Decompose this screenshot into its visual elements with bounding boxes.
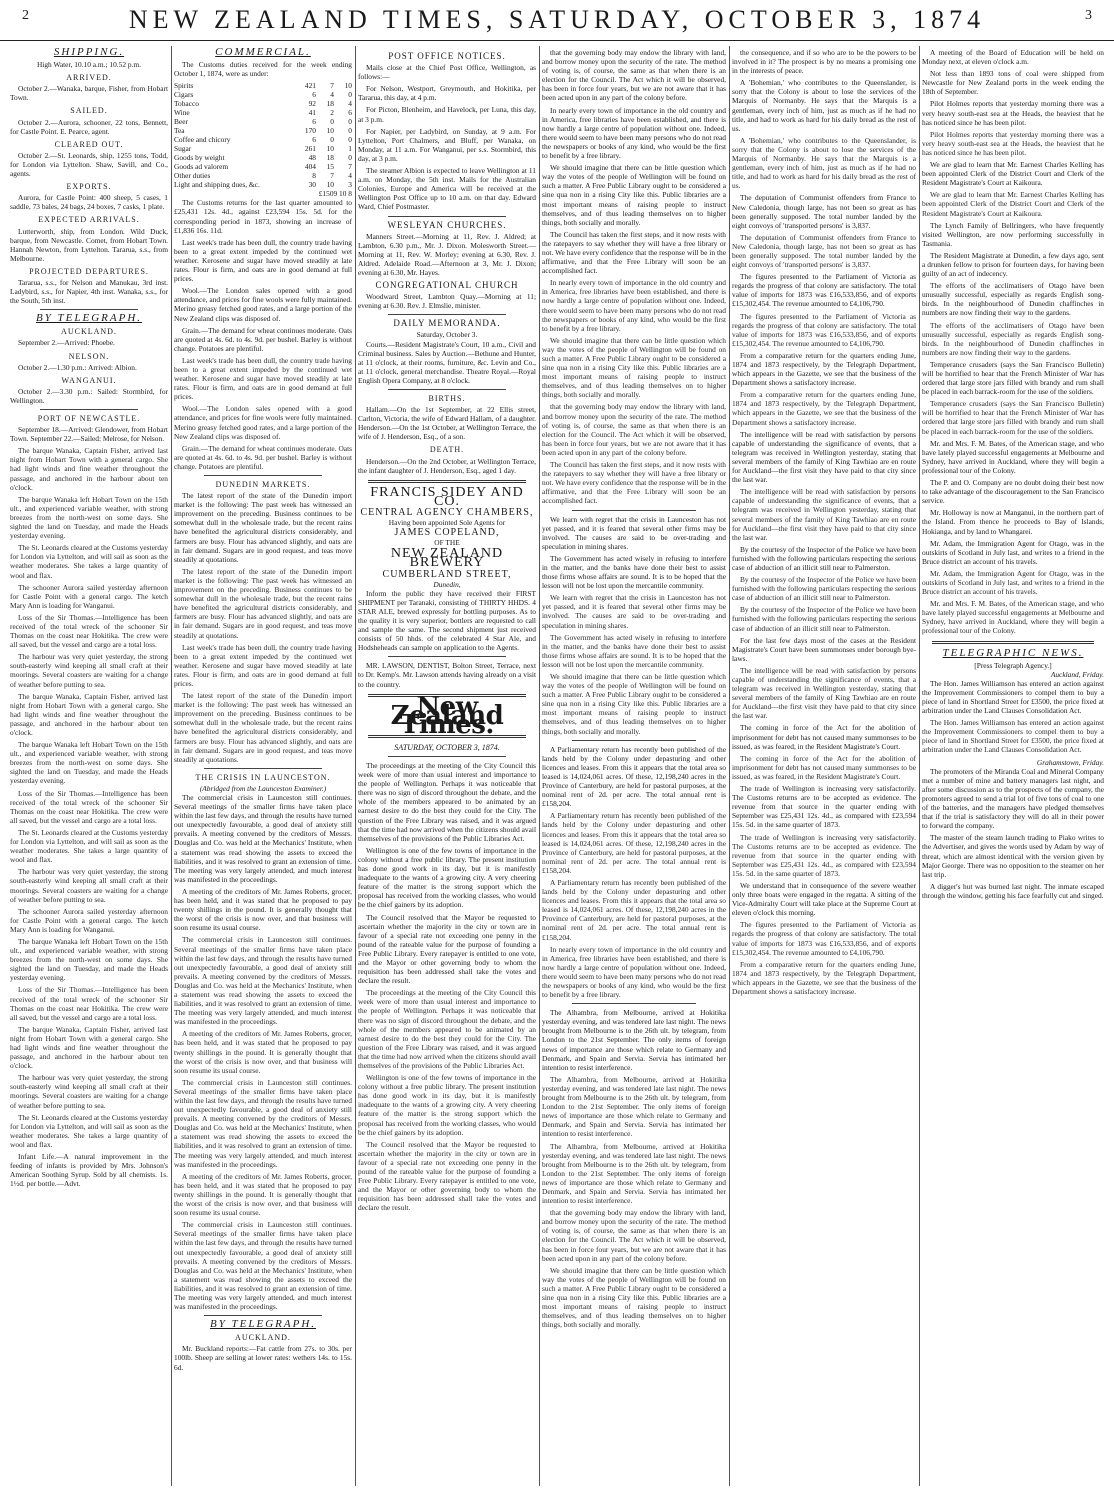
duty-pence: 0	[348, 126, 352, 136]
editorial-text: The Government has acted wisely in refusing to interfere in the matter, and the banks have done their best to assist those firms whose affairs are sound. It is to be hoped that the lesson will not be lost upon the mercantile community.	[542, 553, 726, 591]
duty-pounds: 8	[312, 171, 316, 181]
births-text: Hallam.—On the 1st September, at 22 Ellis street, Carlton, Victoria, the wife of Edward Hallam, of a daughter. Henderson.—On the 1st October, at Wellington Terrace, the wife of J. Henderson, Esq., of a son.	[358, 405, 536, 442]
shipping-article: The barque Wanaka, Captain Fisher, arrived last night from Hobart Town with a general cargo. She had light winds and fine weather throughout the passage, and anchored in the harbour about ten o'clock.	[10, 691, 168, 737]
news-paragraph: The Alhambra, from Melbourne, arrived at Hokitika yesterday evening, and was tendered late last night. The news brought from Melbourne is to the 26th ult. by telegram, from London to the 21st September. The only items of foreign news of importance are those which relate to Germany and Denmark, and Spain and Servia. Servia has intimated her intention to resist interference.	[542, 1074, 726, 1139]
news-paragraph: The Alhambra, from Melbourne, arrived at Hokitika yesterday evening, and was tendered late last night. The news brought from Melbourne is to the 26th ult. by telegram, from London to the 21st September. The only items of foreign news of importance are those which relate to Germany and Denmark, and Spain and Servia. Servia has intimated her intention to resist interference.	[542, 1008, 726, 1072]
news-paragraph: The intelligence will be read with satisfaction by persons capable of understanding the significance of events, that a telegram was received in Wellington yesterday, stating that several members of the family of King Tawhiao are en route for Auckland—the first visit they have paid to that city since the last war.	[732, 665, 916, 721]
customs-duty-row	[174, 153, 352, 162]
duty-shillings: 10	[326, 144, 334, 154]
projected-heading: PROJECTED DEPARTURES.	[29, 266, 149, 276]
port-text: September 18.—Arrived: Glendower, from Hobart Town. September 22.—Sailed: Melrose, for Nelson.	[10, 425, 168, 444]
news-paragraph: The trade of Wellington is increasing very satisfactorily. The Customs returns are to be accepted as evidence. The revenue from that source in the quarter ending with September was £25,431 12s. 4d., as compared with £23,594 15s. 5d. in the same quarter of 1873.	[732, 832, 916, 878]
news-paragraph: The Lynch Family of Bellringers, who have frequently visited Wellington, are now performing successfully in Tasmania.	[922, 220, 1104, 248]
customs-total: £1509 10 8	[318, 189, 352, 199]
arrived-text: October 2.—Wanaka, barque, Fisher, from Hobart Town.	[10, 84, 168, 103]
news-paragraph: Temperance crusaders (says the San Francisco Bulletin) will be horrified to hear that the French Minister of War has ordered that large store jars filled with brandy and rum shall be placed in each barrack-room for the use of the soldiers.	[922, 399, 1104, 436]
wesleyan-heading: WESLEYAN CHURCHES.	[387, 219, 507, 230]
news-paragraph: By the courtesy of the Inspector of the Police we have been furnished with the following particulars respecting the serious case of abduction of an illicit still near to Palmerston.	[732, 544, 916, 572]
duty-pence: 4	[348, 171, 352, 181]
duty-shillings: 18	[326, 153, 334, 163]
editorial-text: We learn with regret that the crisis in Launceston has not yet passed, and it is feared that several other firms may be involved. The causes are said to be over-trading and speculation in mining shares.	[542, 514, 726, 551]
column-news	[732, 48, 916, 1484]
telegraph-item: The Hon. James Williamson has entered an action against the Improvement Commissioners to compel them to buy a piece of land in Shortland Street for £3500, the price fixed at arbitration under the Land Clauses Consolidation Act.	[922, 678, 1104, 716]
customs-duty-row	[174, 117, 352, 126]
editorial-text: We should imagine that there can be little question which way the votes of the people of Wellington will be found on such a matter. A Free Public Library ought to be considered a sine qua non in a rising City like this. Public libraries are a most important means of raising people to instruct themselves, and of thus leading themselves on to higher things, both socially and morally.	[542, 335, 726, 400]
news-paragraph: the consequence, and if so who are to be the powers to be involved in it? The prospect is by no means a promising one in the interests of peace.	[732, 48, 916, 76]
customs-duty-row	[174, 171, 352, 180]
duty-pence: 0	[348, 153, 352, 163]
news-paragraph: We should imagine that there can be little question which way the votes of the people of Wellington will be found on such a matter. A Free Public Library ought to be considered a sine qua non in a rising City like this. Public libraries are a most important means of raising people to instruct themselves, and of thus leading themselves on to higher things, both socially and morally.	[542, 1265, 726, 1330]
duty-item: Beer	[174, 117, 188, 127]
duty-pounds: 6	[312, 135, 316, 145]
crisis-text: A meeting of the creditors of Mr. James Roberts, grocer, has been held, and it was stated that he proposed to pay twenty shillings in the pound. It is generally thought that the worst of the crisis is now over, and that business will soon resume its usual course.	[174, 1029, 352, 1075]
editorial-text: Wellington is one of the few towns of importance in the colony without a free public library. The present institution has done good work in its day, but it is manifestly inadequate to the wants of a growing city. A very cheering feature of the matter is the strong support which the proposal has received from the working classes, who would be the chief gainers by its adoption.	[358, 845, 536, 910]
column-commercial	[174, 48, 352, 1484]
shipping-article: The St. Leonards cleared at the Customs yesterday for London via Lyttelton, and will sail as soon as the weather moderates. She takes a large quantity of wool and flax.	[10, 827, 168, 865]
news-paragraph: The efforts of the acclimatisers of Otago have been unusually successful, especially as regards English song-birds. In the neighbourhood of Dunedin chaffinches in numbers are now finding their way to the gardens.	[922, 281, 1104, 318]
divider	[572, 1003, 696, 1004]
duty-shillings: 18	[326, 99, 334, 109]
tel-place: Auckland, Friday.	[1050, 669, 1104, 679]
news-paragraph: From a comparative return for the quarters ending June, 1874 and 1873 respectively, by the Telegraph Department, which appears in the Gazette, we see that the business of the Department shows a satisfactory increase.	[732, 959, 916, 996]
cleared-heading: CLEARED OUT.	[54, 139, 124, 149]
divider	[932, 641, 1094, 644]
duty-item: Sugar	[174, 144, 192, 154]
duty-item: Goods ad valorem	[174, 162, 229, 172]
editorial-text: The Government has acted wisely in refusing to interfere in the matter, and the banks have done their best to assist those firms whose affairs are sound. It is to be hoped that the lesson will not be lost upon the mercantile community.	[542, 632, 726, 669]
editorial-text: Wellington is one of the few towns of importance in the colony without a free public library. The present institution has done good work in its day, but it is manifestly inadequate to the wants of a growing city. A very cheering feature of the matter is the strong support which the proposal has received from the working classes, who would be the chief gainers by its adoption.	[358, 1073, 536, 1137]
editorial-text: We learn with regret that the crisis in Launceston has not yet passed, and it is feared that several other firms may be involved. The causes are said to be over-trading and speculation in mining shares.	[542, 593, 726, 630]
tel-nelson-text: October 2.—1.30 p.m.: Arrived: Albion.	[18, 362, 137, 372]
commercial-text: Grain.—The demand for wheat continues moderate. Oats are quoted at 4s. 6d. to 4s. 9d. per bushel. Barley is without change. Potatoes are plentiful.	[174, 443, 352, 471]
memoranda-heading: DAILY MEMORANDA.	[393, 318, 501, 329]
duty-item: Light and shipping dues, &c.	[174, 180, 260, 190]
news-paragraph: The figures presented to the Parliament of Victoria as regards the progress of that colony are satisfactory. The total value of imports for 1873 was £16,533,856, and of exports £15,302,454. The revenue amounted to £4,106,790.	[732, 311, 916, 348]
commercial-heading: COMMERCIAL.	[215, 48, 311, 58]
post-office-text: The steamer Albion is expected to leave Wellington at 11 a.m. on Monday, the 5th inst. Mails for the Australian Colonies, Europe and America will be received at the Wellington Post Office up to 10 a.m. on that day. Edward Ward, Chief Postmaster.	[358, 166, 536, 212]
news-paragraph: A 'Bohemian,' who contributes to the Queenslander, is sorry that the Colony is about to lose the services of the Marquis of Normanby. He says that the Marquis is a gentleman, every inch of him, just as much as if he had no title, and had to work as hard for his daily bread as the rest of us.	[732, 78, 916, 133]
shipping-article: The St. Leonards cleared at the Customs yesterday for London via Lyttelton, and will sail as soon as the weather moderates. She takes a large quantity of wool and flax.	[10, 1112, 168, 1149]
editorial-text: that the governing body may endow the library with land, and borrow money upon the security of the rate. The method of voting is, of course, the same as that when there is an election for the Council. The Act which it will be observed, has been in force four years, but we are not aware that it has been acted upon in any part of the colony before.	[542, 48, 726, 103]
high-water: High Water, 10.10 a.m.; 10.52 p.m.	[36, 60, 142, 70]
news-paragraph: The figures presented to the Parliament of Victoria as regards the progress of that colony are satisfactory. The total value of imports for 1873 was £16,533,856, and of exports £15,302,454. The revenue amounted to £4,106,790.	[732, 272, 916, 309]
commercial-text: Grain.—The demand for wheat continues moderate. Oats are quoted at 4s. 6d. to 4s. 9d. per bushel. Barley is without change. Potatoes are plentiful.	[174, 325, 352, 353]
column-rule	[539, 46, 540, 1486]
column-rule	[729, 46, 730, 1486]
telegraphic-news-heading: TELEGRAPHIC NEWS.	[942, 646, 1084, 659]
telegraphic-news-source: [Press Telegraph Agency.]	[974, 660, 1052, 670]
news-paragraph: In nearly every town of importance in the old country and in America, free libraries have been established, and there is now hardly a large centre of population without one. Indeed, there would seem to have been many persons who do not read the newspapers or books of any kind, who would be the first to benefit by a free library.	[542, 944, 726, 1000]
divider	[388, 756, 506, 757]
duty-shillings: 2	[330, 108, 334, 118]
duty-item: Cigars	[174, 90, 194, 100]
duty-pounds: 41	[308, 108, 316, 118]
news-paragraph: Mr. Adam, the Immigration Agent for Otago, was in the outskirts of Scotland in July last, and writes to a friend in the Bruce district an account of his travels.	[922, 538, 1104, 566]
shipping-article: Loss of the Sir Thomas.—Intelligence has been received of the total wreck of the schooner Sir Thomas on the coast near Hokitika. The crew were all saved, but the vessel and cargo are a total loss.	[10, 612, 168, 650]
duty-pounds: 421	[304, 81, 316, 91]
duty-item: Other duties	[174, 171, 211, 181]
advertisement-text: Infant Life.—A natural improvement in the feeding of infants is provided by Mrs. Johnson's American Soothing Syrup. Sold by all chemists. 1s. 1½d. per bottle.—Advt.	[10, 1152, 168, 1189]
divider	[40, 309, 138, 310]
divider	[388, 314, 506, 315]
tel-nelson-heading: NELSON.	[68, 351, 110, 361]
commercial-tel-auckland-heading: AUCKLAND.	[235, 1333, 291, 1343]
duty-pence: 0	[348, 90, 352, 100]
news-paragraph: The efforts of the acclimatisers of Otago have been unusually successful, especially as regards English song-birds. In the neighbourhood of Dunedin chaffinches in numbers are now finding their way to the gardens.	[922, 320, 1104, 357]
shipping-article: The barque Wanaka, Captain Fisher, arrived last night from Hobart Town with a general cargo. She had light winds and fine weather throughout the passage, and anchored in the harbour about ten o'clock.	[10, 1024, 168, 1071]
commercial-text: Last week's trade has been dull, the country trade having been to a great extent impeded by the continued wet weather. Kerosene and sugar have moved steadily at late rates. Flour is firm, and oats are in good demand at full prices.	[174, 237, 352, 284]
shipping-article: The barque Wanaka left Hobart Town on the 15th ult., and experienced variable weather, with strong breezes from the north-west on some days. She sighted the land on Tuesday, and made the Heads yesterday evening.	[10, 936, 168, 983]
column-telegraphic	[922, 48, 1104, 1484]
divider	[204, 768, 322, 769]
page-number-right: 3	[1085, 8, 1092, 23]
tel-auckland-heading: AUCKLAND.	[61, 327, 117, 337]
projected-text: Tararua, s.s., for Nelson and Manukau, 3rd inst. Ladybird, s.s., for Napier, 4th inst. Wanaka, s.s., for the South, 5th inst.	[10, 277, 168, 306]
customs-duty-row	[174, 81, 352, 90]
news-paragraph: Temperance crusaders (says the San Francisco Bulletin) will be horrified to hear that the French Minister of War has ordered that large store jars filled with brandy and rum shall be placed in each barrack-room for the use of the soldiers.	[922, 359, 1104, 397]
divider	[204, 475, 322, 476]
tel-auckland-text: September 2.—Arrived: Phoebe.	[18, 338, 115, 348]
news-paragraph: The coming in force of the Act for the abolition of imprisonment for debt has not caused many summonses to be issued, as was feared, in the Resident Magistrate's Court.	[732, 723, 916, 751]
telegraph-heading: BY TELEGRAPH.	[35, 312, 143, 325]
crisis-text: A meeting of the creditors of Mr. James Roberts, grocer, has been held, and it was stated that he proposed to pay twenty shillings in the pound. It is generally thought that the worst of the crisis is now over, and that business will soon resume its usual course.	[174, 1171, 352, 1218]
shipping-article: The harbour was very quiet yesterday, the strong south-easterly wind keeping all small craft at their moorings. Several coasters are waiting for a change of weather before putting to sea.	[10, 652, 168, 689]
sidey-ad-agent: JAMES COPELAND,	[394, 527, 500, 539]
commercial-text: Wool.—The London sales opened with a good attendance, and prices for fine wools were fully maintained. Merino greasy fetched good rates, and a large portion of the New Zealand clips was disposed of.	[174, 404, 352, 441]
duty-shillings: 4	[330, 90, 334, 100]
sidey-ad-brewery: NEW ZEALAND BREWERY	[390, 546, 504, 571]
crisis-text: A meeting of the creditors of Mr. James Roberts, grocer, has been held, and it was stated that he proposed to pay twenty shillings in the pound. It is generally thought that the worst of the crisis is now over, and that business will soon resume its usual course.	[174, 886, 352, 933]
news-paragraph: Mr. and Mrs. F. M. Bates, of the American stage, and who have lately played successful engagements at Melbourne and Sydney, have arrived in Auckland, where they will begin a professional tour of the Colony.	[922, 599, 1104, 636]
news-paragraph: A meeting of the Board of Education will be held on Monday next, at eleven o'clock a.m.	[922, 48, 1104, 67]
shipping-article: Loss of the Sir Thomas.—Intelligence has been received of the total wreck of the schooner Sir Thomas on the coast near Hokitika. The crew were all saved, but the vessel and cargo are a total loss.	[10, 788, 168, 825]
news-paragraph: A Parliamentary return has recently been published of the lands held by the Colony under depasturing and other licences and leases. From this it appears that the total area so leased is 14,024,061 acres. Of these, 12,198,240 acres in the Province of Canterbury, are held for pastoral purposes, at the nominal rent of 2d. per acre. The total annual rent is £158,204.	[542, 811, 726, 875]
news-paragraph: The trade of Wellington is increasing very satisfactorily. The Customs returns are to be accepted as evidence. The revenue from that source in the quarter ending with September was £25,431 12s. 4d., as compared with £23,594 15s. 5d. in the same quarter of 1873.	[732, 784, 916, 830]
shipping-article: The barque Wanaka left Hobart Town on the 15th ult., and experienced variable weather, with strong breezes from the north-west on some days. She sighted the land on Tuesday, and made the Heads yesterday evening.	[10, 494, 168, 541]
post-office-text: For Napier, per Ladybird, on Sunday, at 9 a.m. For Lyttelton, Port Chalmers, and Bluff, per Wanaka, on Monday, at 11 a.m. For Wanganui, per s.s. Stormbird, this day, at 3 p.m.	[358, 126, 536, 163]
duty-pence: 0	[348, 135, 352, 145]
duty-item: Wine	[174, 108, 190, 118]
telegraph-item: The master of the steam launch trading to Piako writes to the Advertiser, and gives the words used by Adam by way of threat, which are almost identical with the version given by Major George. There was no opposition to the steamer on her last trip.	[922, 833, 1104, 879]
sidey-ad-of: OF THE	[434, 538, 460, 548]
customs-duty-row	[174, 180, 352, 189]
news-paragraph: We are glad to learn that Mr. Earnest Charles Kelling has been appointed Clerk of the District Court and Clerk of the Resident Magistrate's Court at Kaikoura.	[922, 190, 1104, 218]
news-paragraph: Pilot Holmes reports that yesterday morning there was a very heavy south-east sea at the Heads, the heaviest that he has noticed since he has been pilot.	[922, 99, 1104, 127]
post-office-text: For Nelson, Westport, Greymouth, and Hokitika, per Tararua, this day, at 4 p.m.	[358, 84, 536, 103]
editorial-text: that the governing body may endow the library with land, and borrow money upon the security of the rate. The method of voting is, of course, the same as that when there is an election for the Council. The Act which it will be observed, has been in force four years, but we are not aware that it has been acted upon in any part of the colony before.	[542, 402, 726, 457]
dunedin-markets-text: The latest report of the state of the Dunedin import market is the following: The past week has witnessed an improvement on the preceding. Business continues to be somewhat dull in the wholesale trade, but the recent rains have benefited the agricultural districts considerably, and farmers are busy. Flour has advanced slightly, and oats are in fair demand. Sugars are in good request, and teas move steadily at quotations.	[174, 566, 352, 640]
page-number-left: 2	[22, 8, 29, 23]
news-paragraph: The deputation of Communist offenders from France to New Caledonia, though large, has not been so great as has been generally supposed. The total number landed by the eight convoys of 'transported persons' is 3,837.	[732, 232, 916, 270]
editorial-text: In nearly every town of importance in the old country and in America, free libraries have been established, and there is now hardly a large centre of population without one. Indeed, there would seem to have been many persons who do not read the newspapers or books of any kind, who would be the first to benefit by a free library.	[542, 105, 726, 161]
crisis-heading: THE CRISIS IN LAUNCESTON.	[195, 772, 331, 782]
editorial-text: The proceedings at the meeting of the City Council this week were of more than usual interest and importance to the people of Wellington. Perhaps it was noticeable that there was no sign of discord throughout the debate, and the whole of the members appeared to be animated by an earnest desire to do the best they could for the City. The question of the Free Library was raised, and it was argued that the time had now arrived when the citizens should avail themselves of the provisions of the Public Libraries Act.	[358, 761, 536, 843]
shipping-article: The harbour was very quiet yesterday, the strong south-easterly wind keeping all small craft at their moorings. Several coasters are waiting for a change of weather before putting to sea.	[10, 867, 168, 904]
dunedin-markets-text: Last week's trade has been dull, the country trade having been to a great extent impeded by the continued wet weather. Kerosene and sugar have moved steadily at late rates. Flour is firm, and oats are in good demand at full prices.	[174, 642, 352, 688]
duty-pounds: 261	[304, 144, 316, 154]
divider	[388, 216, 506, 217]
duty-pounds: 6	[312, 117, 316, 127]
sailed-text: October 2.—Aurora, schooner, 22 tons, Bennett, for Castle Point. E. Pearce, agent.	[10, 117, 168, 136]
editorial-date: SATURDAY, OCTOBER 3, 1874.	[394, 742, 500, 752]
tel-wanganui-text: October 2.—3.30 p.m.: Sailed: Stormbird, for Wellington.	[10, 386, 168, 405]
news-paragraph: From a comparative return for the quarters ending June, 1874 and 1873 respectively, by the Telegraph Department, which appears in the Gazette, we see that the business of the Department shows a satisfactory increase.	[732, 390, 916, 427]
telegraph-item: A digger's hut was burned last night. The inmate escaped through the window, getting his face fearfully cut and singed.	[922, 881, 1104, 900]
sidey-ad-sub: CENTRAL AGENCY CHAMBERS,	[360, 506, 534, 518]
shipping-heading: SHIPPING.	[53, 48, 125, 58]
customs-duty-row	[174, 126, 352, 135]
duty-pence: 7	[348, 162, 352, 172]
news-paragraph: Mr. Adam, the Immigration Agent for Otago, was in the outskirts of Scotland in July last, and writes to a friend in the Bruce district an account of his travels.	[922, 568, 1104, 597]
commercial-telegraph-heading: BY TELEGRAPH.	[209, 1318, 317, 1331]
duty-pence: 4	[348, 99, 352, 109]
editorial-text: The Council resolved that the Mayor be requested to ascertain whether the majority in the city or town are in favour of a special rate not exceeding one penny in the pound of the rateable value for the purpose of founding a Free Public Library. Every ratepayer is entitled to one vote, and the Mayor or other governing body to whom the requisition has been addressed shall take the votes and declare the result.	[358, 1139, 536, 1213]
customs-duty-row	[174, 162, 352, 171]
crisis-text: The commercial crisis in Launceston still continues. Several meetings of the smaller firms have taken place within the last few days, and through the results have turned out unexpectedly favourable, a good deal of anxiety still prevails. A meeting convened by the creditors of Messrs. Douglas and Co. was held at the Mechanics' Institute, when a statement was read showing the assets to exceed the liabilities, and it was resolved to grant an extension of time. The meeting was very largely attended, and much interest was manifested in the proceedings.	[174, 793, 352, 884]
news-paragraph: The P. and O. Company are no doubt doing their best now to take advantage of the discouragement to the San Francisco service.	[922, 478, 1104, 506]
commercial-text: The Customs returns for the last quarter amounted to £25,431 12s. 4d., against £23,594 15s. 5d. for the corresponding period in 1873, showing an increase of £1,836 16s. 11d.	[174, 198, 352, 235]
news-paragraph: From a comparative return for the quarters ending June, 1874 and 1873 respectively, by the Telegraph Department, which appears in the Gazette, we see that the business of the Department shows a satisfactory increase.	[732, 350, 916, 388]
duty-item: Spirits	[174, 81, 194, 91]
duty-item: Tea	[174, 126, 185, 136]
births-heading: BIRTHS.	[428, 394, 466, 403]
duty-pounds: 48	[308, 153, 316, 163]
tel-place: Grahamstown, Friday.	[1036, 757, 1104, 767]
commercial-tel-auckland-text: Mr. Buckland reports:—Fat cattle from 27s. to 30s. per 100lb. Sheep are selling at lower rates: wethers 14s. to 15s. 6d.	[174, 1344, 352, 1372]
editorial-text: The Council resolved that the Mayor be requested to ascertain whether the majority in the city or town are in favour of a special rate not exceeding one penny in the pound of the rateable value for the purpose of founding a Free Public Library. Every ratepayer is entitled to one vote, and the Mayor or other governing body to whom the requisition has been addressed shall take the votes and declare the result.	[358, 912, 536, 986]
congregational-heading: CONGREGATIONAL CHURCH	[375, 280, 519, 291]
duty-item: Coffee and chicory	[174, 135, 231, 145]
crisis-subheading: (Abridged from the Launceston Examiner.)	[199, 783, 327, 793]
duty-item: Tobacco	[174, 99, 199, 109]
news-paragraph: The Resident Magistrate at Dunedin, a few days ago, sent a drunken fellow to prison for fourteen days, for having been guilty of an act of indecency.	[922, 250, 1104, 279]
death-text: Henderson.—On the 2nd October, at Wellington Terrace, the infant daughter of J. Henderson, Esq., aged 1 day.	[358, 456, 536, 475]
news-paragraph: A 'Bohemian,' who contributes to the Queenslander, is sorry that the Colony is about to lose the services of the Marquis of Normanby. He says that the Marquis is a gentleman, every inch of him, just as much as if he had no title, and had to work as hard for his daily bread as the rest of us.	[732, 135, 916, 191]
news-paragraph: The figures presented to the Parliament of Victoria as regards the progress of that colony are satisfactory. The total value of imports for 1873 was £16,533,856, and of exports £15,302,454. The revenue amounted to £4,106,790.	[732, 920, 916, 957]
dunedin-markets-text: The latest report of the state of the Dunedin import market is the following: The past week has witnessed an improvement on the preceding. Business continues to be somewhat dull in the wholesale trade, but the recent rains have benefited the agricultural districts considerably, and farmers are busy. Flour has advanced slightly, and oats are in fair demand. Sugars are in good request, and teas move steadily at quotations.	[174, 491, 352, 564]
newspaper-banner: New Zealand Times.	[390, 691, 504, 740]
news-paragraph: A Parliamentary return has recently been published of the lands held by the Colony under depasturing and other licences and leases. From this it appears that the total area so leased is 14,024,061 acres. Of these, 12,198,240 acres in the Province of Canterbury, are held for pastoral purposes, at the nominal rent of 2d. per acre. The total annual rent is £158,204.	[542, 744, 726, 809]
divider	[40, 409, 138, 410]
sidey-ad-city: Dunedin,	[433, 579, 461, 589]
duty-pounds: 404	[304, 162, 316, 172]
news-paragraph: The coming in force of the Act for the abolition of imprisonment for debt has not caused many summonses to be issued, as was feared, in the Resident Magistrate's Court.	[732, 753, 916, 781]
memoranda-text: Courts.—Resident Magistrate's Court, 10 a.m., Civil and Criminal business. Sales by Auction.—Bethune and Hunter, at 11 o'clock, at their rooms, furniture, &c. Levin and Co., at 11 o'clock, general merchandise. Theatre Royal.—Royal English Opera Company, at 8 o'clock.	[358, 339, 536, 385]
shipping-article: The barque Wanaka, Captain Fisher, arrived last night from Hobart Town with a general cargo. She had light winds and fine weather throughout the passage, and anchored in the harbour about ten o'clock.	[10, 446, 168, 492]
expected-text: Lutterworth, ship, from London. Wild Duck, barque, from Newcastle. Comet, from Hobart Town. Hannah Newton, from Lyttelton. Tararua, s.s., from Melbourne.	[10, 226, 168, 263]
exports-text: Aurora, for Castle Point: 400 sheep, 5 cases, 1 saddle, 73 bales, 24 bags, 24 boxes, 7 casks, 1 plate.	[10, 193, 168, 212]
column-rule	[919, 46, 920, 1486]
arrived-heading: ARRIVED.	[66, 73, 112, 83]
news-paragraph: Not less than 1893 tons of coal were shipped from Newcastle for New Zealand ports in the week ending the 18th of September.	[922, 69, 1104, 97]
port-heading: PORT OF NEWCASTLE.	[37, 414, 141, 423]
crisis-text: The commercial crisis in Launceston still continues. Several meetings of the smaller firms have taken place within the last few days, and through the results have turned out unexpectedly favourable, a good deal of anxiety still prevails. A meeting convened by the creditors of Messrs. Douglas and Co. was held at the Mechanics' Institute, when a statement was read showing the assets to exceed the liabilities, and it was resolved to grant an extension of time. The meeting was very largely attended, and much interest was manifested in the proceedings.	[174, 1077, 352, 1169]
divider	[368, 480, 526, 483]
editorial-text: The Council has taken the first steps, and it now rests with the ratepayers to say whether they will have a free library or not. We have every confidence that the response will be in the affirmative, and that the Free Library will soon be an accomplished fact.	[542, 229, 726, 276]
divider	[204, 1315, 322, 1316]
expected-heading: EXPECTED ARRIVALS.	[38, 215, 140, 225]
post-office-text: Mails close at the Chief Post Office, Wellington, as follows:—	[358, 63, 536, 82]
dentist-ad: MR. LAWSON, DENTIST, Bolton Street, Terrace, next to Dr. Kemp's. Mr. Lawson attends having already on a visit to the country.	[358, 661, 536, 689]
post-office-heading: POST OFFICE NOTICES.	[388, 51, 506, 61]
news-paragraph: The intelligence will be read with satisfaction by persons capable of understanding the significance of events, that a telegram was received in Wellington yesterday, stating that several members of the family of King Tawhiao are en route for Auckland—the first visit they have paid to that city since the last war.	[732, 429, 916, 485]
dunedin-markets-text: The latest report of the state of the Dunedin import market is the following: The past week has witnessed an improvement on the preceding. Business continues to be somewhat dull in the wholesale trade, but the recent rains have benefited the agricultural districts considerably, and farmers are busy. Flour has advanced slightly, and oats are in fair demand. Sugars are in good request, and teas move steadily at quotations.	[174, 691, 352, 764]
commercial-intro: The Customs duties received for the week ending October 1, 1874, were as under:	[174, 60, 352, 79]
news-paragraph: We understand that in consequence of the severe weather only three boats were engaged in the regatta. A sitting of the Vice-Admiralty Court will take place at the Supreme Court at eleven o'clock this morning.	[732, 880, 916, 918]
shipping-article: The barque Wanaka left Hobart Town on the 15th ult., and experienced variable weather, with strong breezes from the north-west on some days. She sighted the land on Tuesday, and made the Heads yesterday evening.	[10, 740, 168, 786]
duty-shillings: 10	[326, 180, 334, 190]
sidey-ad-street: CUMBERLAND STREET,	[382, 568, 512, 580]
news-paragraph: The intelligence will be read with satisfaction by persons capable of understanding the significance of events, that a telegram was received in Wellington yesterday, stating that several members of the family of King Tawhiao are en route for Auckland—the first visit they have paid to that city since the last war.	[732, 487, 916, 542]
duty-shillings: 15	[326, 162, 334, 172]
news-paragraph: The Alhambra, from Melbourne, arrived at Hokitika yesterday evening, and was tendered late last night. The news brought from Melbourne is to the 26th ult. by telegram, from London to the 21st September. The only items of foreign news of importance are those which relate to Germany and Denmark, and Spain and Servia. Servia has intimated her intention to resist interference.	[542, 1141, 726, 1206]
customs-duty-row	[174, 99, 352, 108]
news-paragraph: By the courtesy of the Inspector of the Police we have been furnished with the following particulars respecting the serious case of abduction of an illicit still near to Palmerston.	[732, 575, 916, 603]
telegraph-item: The promoters of the Miranda Coal and Mineral Company met a number of mine and battery managers last night, and after some discussion as to the prospects of the company, the promoters agreed to send a trial lot of five tons of coal to one of the batteries, and the managers have pledged themselves that if the trial is satisfactory they will do all in their power to forward the company.	[922, 766, 1104, 831]
column-editorial	[542, 48, 726, 1484]
news-paragraph: Mr. Holloway is now at Manganui, in the northern part of the Island. From thence he proceeds to Bay of Islands, Hokianga, and by land to Whangarei.	[922, 508, 1104, 536]
shipping-article: The schooner Aurora sailed yesterday afternoon for Castle Point with a general cargo. The ketch Mary Ann is loading for Wanganui.	[10, 582, 168, 610]
news-paragraph: that the governing body may endow the library with land, and borrow money upon the security of the rate. The method of voting is, of course, the same as that when there is an election for the Council. The Act which it will be observed, has been in force four years, but we are not aware that it has been acted upon in any part of the colony before.	[542, 1208, 726, 1263]
divider	[388, 656, 506, 657]
cleared-text: October 2.—St. Leonards, ship, 1255 tons, Todd, for London via Lyttelton. Shaw, Savill, and Co., agents.	[10, 150, 168, 179]
shipping-article: The harbour was very quiet yesterday, the strong south-easterly wind keeping all small craft at their moorings. Several coasters are waiting for a change of weather before putting to sea.	[10, 1073, 168, 1110]
divider	[572, 510, 696, 511]
duty-shillings: 7	[330, 171, 334, 181]
duty-pounds: 30	[308, 180, 316, 190]
customs-duty-row	[174, 144, 352, 153]
customs-duty-row	[174, 108, 352, 117]
masthead	[0, 0, 1114, 41]
exports-heading: EXPORTS.	[66, 182, 112, 192]
shipping-article: Loss of the Sir Thomas.—Intelligence has been received of the total wreck of the schooner Sir Thomas on the coast near Hokitika. The crew were all saved, but the vessel and cargo are a total loss.	[10, 985, 168, 1022]
commercial-text: Last week's trade has been dull, the country trade having been to a great extent impeded by the continued wet weather. Kerosene and sugar have moved steadily at late rates. Flour is firm, and oats are in good demand at full prices.	[174, 355, 352, 402]
editorial-text: We should imagine that there can be little question which way the votes of the people of Wellington will be found on such a matter. A Free Public Library ought to be considered a sine qua non in a rising City like this. Public libraries are a most important means of raising people to instruct themselves, and of thus leading themselves on to higher things, both socially and morally.	[542, 163, 726, 227]
telegraph-item: The Hon. James Williamson has entered an action against the Improvement Commissioners to compel them to buy a piece of land in Shortland Street for £3500, the price fixed at arbitration under the Land Clauses Consolidation Act.	[922, 718, 1104, 755]
duty-pounds: 6	[312, 90, 316, 100]
column-rule	[355, 46, 356, 1486]
memoranda-date: Saturday, October 3.	[416, 330, 478, 340]
crisis-text: The commercial crisis in Launceston still continues. Several meetings of the smaller firms have taken place within the last few days, and through the results have turned out unexpectedly favourable, a good deal of anxiety still prevails. A meeting convened by the creditors of Messrs. Douglas and Co. was held at the Mechanics' Institute, when a statement was read showing the assets to exceed the liabilities, and it was resolved to grant an extension of time. The meeting was very largely attended, and much interest was manifested in the proceedings.	[174, 935, 352, 1027]
crisis-text: The commercial crisis in Launceston still continues. Several meetings of the smaller firms have taken place within the last few days, and through the results have turned out unexpectedly favourable, a good deal of anxiety still prevails. A meeting convened by the creditors of Messrs. Douglas and Co. was held at the Mechanics' Institute, when a statement was read showing the assets to exceed the liabilities, and it was resolved to grant an extension of time. The meeting was very largely attended, and much interest was manifested in the proceedings.	[174, 1220, 352, 1312]
duty-shillings: 7	[330, 81, 334, 91]
newspaper-title: NEW ZEALAND TIMES, SATURDAY, OCTOBER 3, 1874	[128, 5, 986, 34]
news-paragraph: Mr. and Mrs. F. M. Bates, of the American stage, and who have lately played successful engagements at Melbourne and Sydney, have arrived in Auckland, where they will begin a professional tour of the Colony.	[922, 438, 1104, 475]
duty-pence: 1	[348, 144, 352, 154]
editorial-text: We should imagine that there can be little question which way the votes of the people of Wellington will be found on such a matter. A Free Public Library ought to be considered a sine qua non in a rising City like this. Public libraries are a most important means of raising people to instruct themselves, and of thus leading themselves on to higher things, both socially and morally.	[542, 672, 726, 736]
editorial-text: In nearly every town of importance in the old country and in America, free libraries have been established, and there is now hardly a large centre of population without one. Indeed, there would seem to have been many persons who do not read the newspapers or books of any kind, who would be the first to benefit by a free library.	[542, 278, 726, 333]
duty-pounds: 170	[304, 126, 316, 136]
news-paragraph: For the last few days most of the cases at the Resident Magistrate's Court have been summonses under borough bye-laws.	[732, 635, 916, 663]
shipping-article: The schooner Aurora sailed yesterday afternoon for Castle Point with a general cargo. The ketch Mary Ann is loading for Wanganui.	[10, 906, 168, 934]
duty-shillings: 0	[330, 135, 334, 145]
column-shipping	[10, 48, 168, 1484]
news-paragraph: We are glad to learn that Mr. Earnest Charles Kelling has been appointed Clerk of the District Court and Clerk of the Resident Magistrate's Court at Kaikoura.	[922, 160, 1104, 188]
news-paragraph: The deputation of Communist offenders from France to New Caledonia, though large, has not been so great as has been generally supposed. The total number landed by the eight convoys of 'transported persons' is 3,837.	[732, 193, 916, 230]
column-rule	[171, 46, 172, 1486]
duty-pence: 6	[348, 108, 352, 118]
editorial-text: The proceedings at the meeting of the City Council this week were of more than usual interest and importance to the people of Wellington. Perhaps it was noticeable that there was no sign of discord throughout the debate, and the whole of the members appeared to be animated by an earnest desire to do the best they could for the City. The question of the Free Library was raised, and it was argued that the time had now arrived when the citizens should avail themselves of the provisions of the Public Libraries Act.	[358, 988, 536, 1070]
divider	[572, 740, 696, 741]
duty-pence: 10	[344, 81, 352, 91]
duty-pence: 3	[348, 180, 352, 190]
duty-shillings: 10	[326, 126, 334, 136]
commercial-text: Wool.—The London sales opened with a good attendance, and prices for fine wools were fully maintained. Merino greasy fetched good rates, and a large portion of the New Zealand clips was disposed of.	[174, 286, 352, 323]
news-paragraph: By the courtesy of the Inspector of the Police we have been furnished with the following particulars respecting the serious case of abduction of an illicit still near to Palmerston.	[732, 605, 916, 633]
column-notices	[358, 48, 536, 1484]
duty-item: Goods by weight	[174, 153, 225, 163]
congregational-text: Woodward Street, Lambton Quay.—Morning at 11; evening at 6.30. Rev. J. Elmslie, minister.	[358, 292, 536, 311]
duty-pounds: 92	[308, 99, 316, 109]
news-paragraph: Pilot Holmes reports that yesterday morning there was a very heavy south-east sea at the Heads, the heaviest that he has noticed since he has been pilot.	[922, 129, 1104, 157]
divider	[388, 389, 506, 390]
death-heading: DEATH.	[429, 445, 465, 455]
sidey-ad-name: FRANCIS SIDEY AND CO.	[370, 484, 524, 509]
sidey-ad-text: Having been appointed Sole Agents for	[388, 518, 506, 528]
post-office-text: For Picton, Blenheim, and Havelock, per Luna, this day, at 3 p.m.	[358, 105, 536, 124]
dunedin-markets-heading: DUNEDIN MARKETS.	[215, 480, 311, 489]
sidey-ad-body: Inform the public they have received their FIRST SHIPMENT per Taranaki, consisting of THIRTY HHDS. 4 STAR ALE, brewed expressly for bottling purposes. As to the quality it is very superior, bottlers are requested to call and sample the same. The second shipment just received consists of 50 hhds. of the celebrated 4 Star Ale, and Hodsheheads can sample on application to the Agents.	[358, 588, 536, 653]
news-paragraph: A Parliamentary return has recently been published of the lands held by the Colony under depasturing and other licences and leases. From this it appears that the total area so leased is 14,024,061 acres. Of these, 12,198,240 acres in the Province of Canterbury, are held for pastoral purposes, at the nominal rent of 2d. per acre. The total annual rent is £158,204.	[542, 877, 726, 942]
duty-shillings: 0	[330, 117, 334, 127]
customs-duty-row	[174, 90, 352, 99]
editorial-text: The Council has taken the first steps, and it now rests with the ratepayers to say whether they will have a free library or not. We have every confidence that the response will be in the affirmative, and that the Free Library will soon be an accomplished fact.	[542, 460, 726, 506]
duty-pence: 0	[348, 117, 352, 127]
customs-duty-row	[174, 135, 352, 144]
customs-duties-table	[174, 81, 352, 189]
shipping-article: The St. Leonards cleared at the Customs yesterday for London via Lyttelton, and will sail as soon as the weather moderates. She takes a large quantity of wool and flax.	[10, 543, 168, 580]
wesleyan-text: Manners Street.—Morning at 11, Rev. J. Aldred; at Lambton, 6.30 p.m., Mr. J. Dixon. Molesworth Street.—Morning at 11, Rev. W. Morley; evening at 6.30, Rev. J. Aldred. Adelaide Road.—Afternoon at 3, Mr. J. Dixon; evening at 6.30, Mr. Hayes.	[358, 231, 536, 277]
sailed-heading: SAILED.	[70, 106, 108, 116]
tel-wanganui-heading: WANGANUI.	[61, 375, 117, 385]
